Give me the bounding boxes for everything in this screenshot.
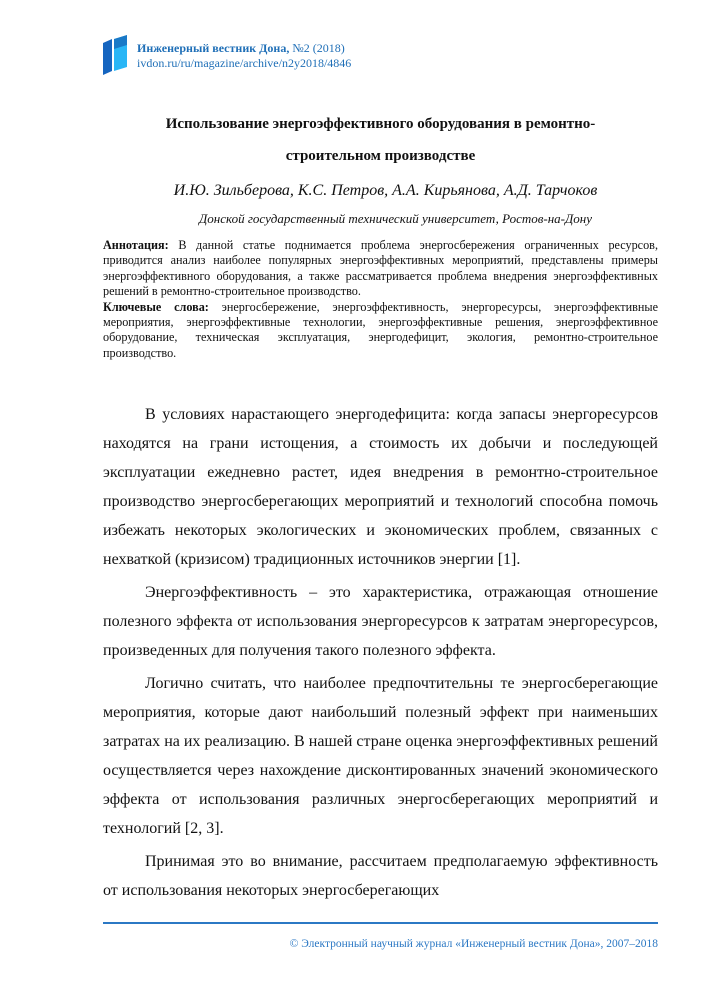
journal-info: [137, 41, 477, 71]
paragraph: Энергоэффективность – это характеристика, отражающая отношение полезного эффекта от использования энергоресурсов к затратам энергоресурсов, произведенных для получения такого полезного эффекта.: [103, 584, 658, 659]
keywords-label: Ключевые слова:: [103, 299, 209, 314]
journal-name: Инженерный вестник Дона,: [137, 41, 290, 55]
abstract-text: В данной статье поднимается проблема энергосбережения ограниченных ресурсов, приводится анализ наиболее популярных энергоэффективных мероприятий, представлены примеры энергоэффективного оборудования, а также рассматривается проблема внедрения энергоэффективных решений в ремонтно-строительное производство.: [103, 238, 658, 299]
title-line-2: строительном производстве: [285, 148, 476, 164]
affiliation: Донской государственный технический университет, Ростов-на-Дону: [199, 211, 592, 226]
abstract-label: Аннотация:: [103, 238, 169, 252]
abstract-block: [103, 238, 658, 361]
keywords: [103, 300, 658, 362]
article-title: [103, 108, 658, 172]
abstract: [103, 238, 658, 300]
paragraph: В условиях нарастающего энергодефицита: когда запасы энергоресурсов находятся на грани истощения, а стоимость их добычи и последующей эксплуатации ежедневно растет, идея внедрения в ремонтно-строительное производство энергосберегающих мероприятий и технологий способна помочь избежать некоторых экологических и экономических проблем, связанных с нехваткой (кризисом) традиционных источников энергии [1].: [103, 406, 658, 568]
article-body: [103, 400, 658, 909]
journal-logo-icon: [103, 35, 127, 75]
journal-issue: №2 (2018): [289, 41, 345, 55]
authors: И.Ю. Зильберова, К.С. Петров, А.А. Кирьянова, А.Д. Тарчоков: [173, 182, 598, 199]
paragraph: Логично считать, что наиболее предпочтительны те энергосберегающие мероприятия, которые дают наибольший полезный эффект при наименьших затратах на их реализацию. В нашей стране оценка энергоэффективных решений осуществляется через нахождение дисконтированных значений экономического эффекта от использования различных энергосберегающих мероприятий и технологий [2, 3].: [103, 675, 658, 837]
paragraph: Принимая это во внимание, рассчитаем предполагаемую эффективность от использования некоторых энергосберегающих: [103, 853, 658, 899]
footer-divider: [103, 922, 658, 924]
keywords-text: энергосбережение, энергоэффективность, энергоресурсы, энергоэффективные мероприятия, энергоэффективные технологии, энергоэффективные решения, энергоэффективное оборудование, техническая эксплуатация, энергодефицит, экология, ремонтно-строительное производство.: [103, 299, 658, 360]
footer-copyright: © Электронный научный журнал «Инженерный вестник Дона», 2007–2018: [289, 938, 658, 950]
journal-url[interactable]: ivdon.ru/ru/magazine/archive/n2y2018/4846: [137, 56, 352, 70]
title-line-1: Использование энергоэффективного оборудования в ремонтно-: [165, 116, 596, 132]
